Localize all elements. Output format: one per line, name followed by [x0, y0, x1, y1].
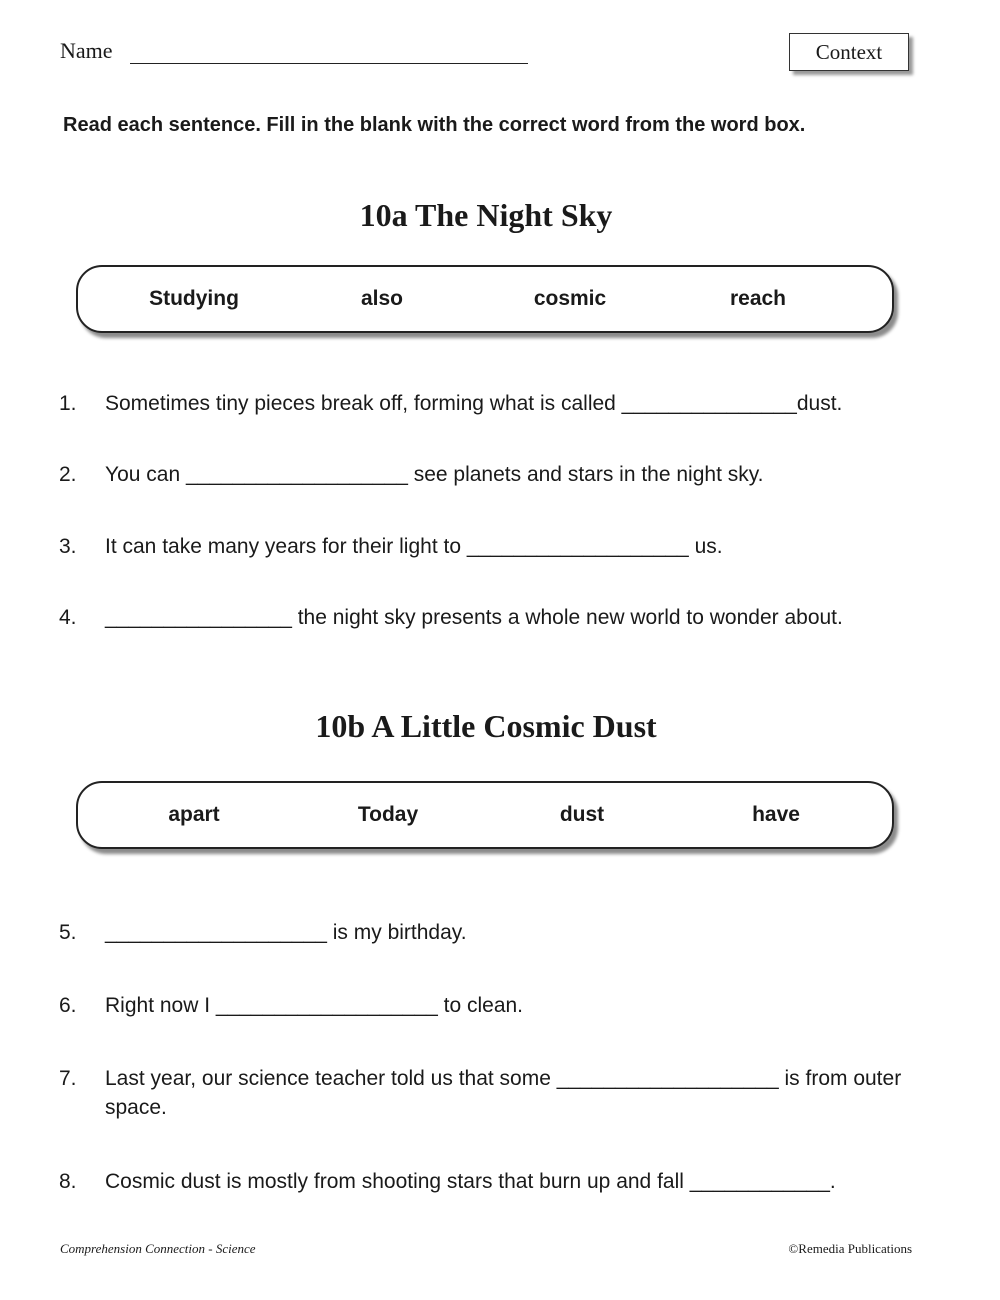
footer-series-title: Comprehension Connection - Science [60, 1241, 256, 1256]
question-text: ________________ the night sky presents a whole new world to wonder about. [105, 606, 843, 629]
word-box-word: Today [357, 803, 419, 826]
question-number: 8. [59, 1170, 77, 1193]
question-text: Last year, our science teacher told us that some ___________________ is from outer space. [105, 1067, 902, 1119]
context-box: Context [789, 33, 909, 71]
question-number: 2. [59, 463, 77, 486]
question-text: Cosmic dust is mostly from shooting stars that burn up and fall ____________. [105, 1170, 836, 1193]
question-number: 1. [59, 392, 77, 415]
instructions: Read each sentence. Fill in the blank with the correct word from the word box. [63, 114, 806, 136]
name-blank-line[interactable] [130, 63, 528, 64]
footer-copyright: ©Remedia Publications [788, 1241, 912, 1256]
question-text: You can ___________________ see planets and stars in the night sky. [105, 463, 764, 486]
word-box-word: reach [729, 287, 787, 310]
word-box-word: dust [559, 803, 605, 826]
name-label: Name [60, 38, 113, 63]
word-box-word: cosmic [533, 287, 607, 310]
question-text: It can take many years for their light to ___________________ us. [105, 535, 723, 558]
word-box-word: also [360, 287, 404, 310]
question-text: Sometimes tiny pieces break off, forming what is called _______________dust. [105, 392, 843, 415]
question-number: 4. [59, 606, 77, 629]
question-number: 7. [59, 1067, 77, 1090]
question-number: 3. [59, 535, 77, 558]
question-text: Right now I ___________________ to clean. [105, 994, 524, 1017]
question-number: 6. [59, 994, 77, 1017]
word-box-word: have [752, 803, 800, 826]
section-a-title: 10a The Night Sky [359, 197, 613, 233]
question-text: ___________________ is my birthday. [105, 921, 467, 944]
word-box-word: Studying [149, 287, 239, 310]
section-b-title: 10b A Little Cosmic Dust [315, 708, 657, 744]
word-box-b [76, 781, 894, 849]
question-number: 5. [59, 921, 77, 944]
word-box-a [76, 265, 894, 333]
word-box-word: apart [168, 803, 220, 826]
